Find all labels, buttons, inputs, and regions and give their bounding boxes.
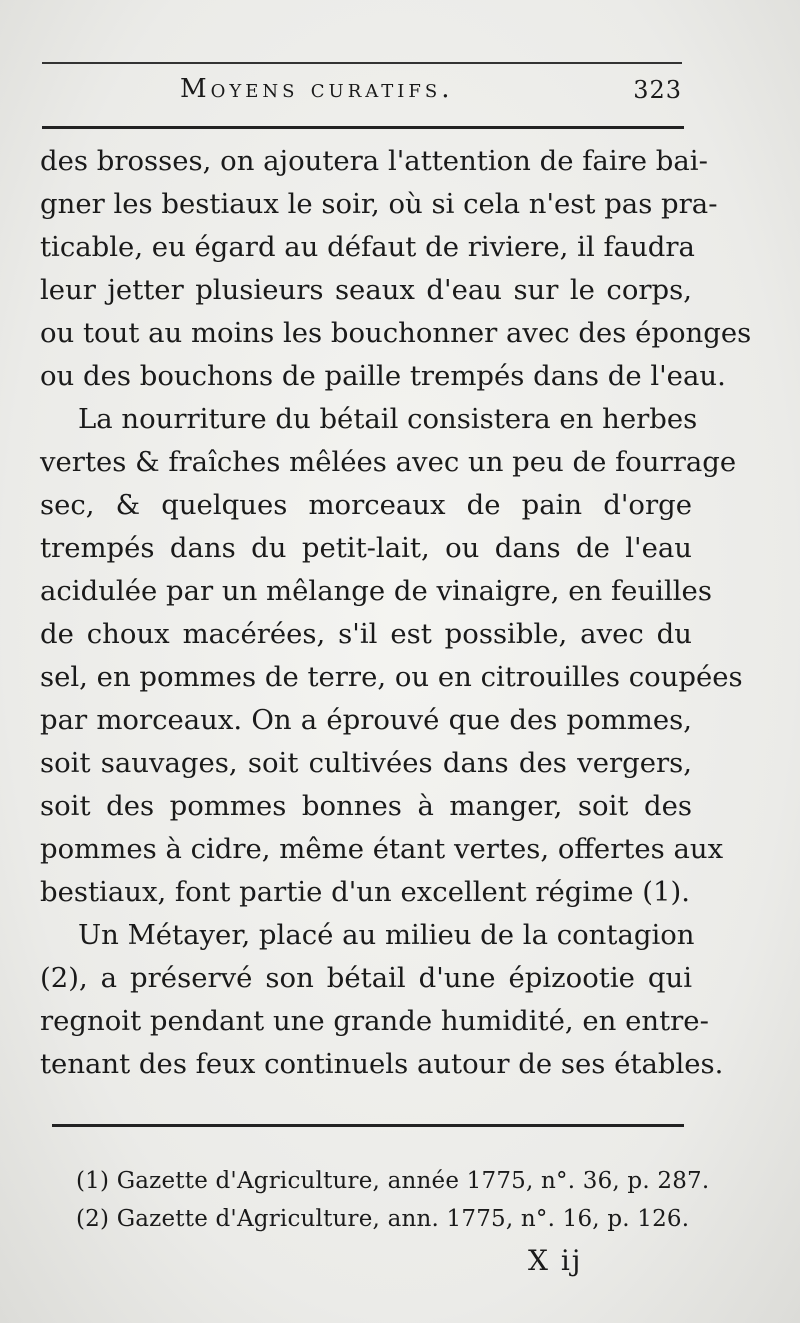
running-header (40, 74, 682, 114)
header-top-rule (42, 62, 682, 64)
text-line: bestiaux, font partie d'un excellent régime (1). (40, 876, 690, 908)
text-line: par morceaux. On a éprouvé que des pommes, (40, 704, 692, 736)
footnote-separator-rule (52, 1124, 684, 1127)
text-line: pommes à cidre, même étant vertes, offertes aux (40, 833, 724, 865)
text-line: des brosses, on ajoutera l'attention de faire bai- (40, 145, 708, 177)
text-line: acidulée par un mêlange de vinaigre, en feuilles (40, 575, 712, 607)
text-line: sel, en pommes de terre, ou en citrouilles coupées (40, 661, 743, 693)
text-line: La nourriture du bétail consistera en herbes (78, 403, 698, 435)
text-line: tenant des feux continuels autour de ses étables. (40, 1048, 724, 1080)
text-line: (2), a préservé son bétail d'une épizootie qui (40, 962, 692, 994)
text-line: ou tout au moins les bouchonner avec des éponges (40, 317, 752, 349)
text-line: regnoit pendant une grande humidité, en entre- (40, 1005, 709, 1037)
text-line: sec, & quelques morceaux de pain d'orge (40, 489, 692, 521)
footnotes (76, 1162, 710, 1238)
printer-signature-mark: X ij (528, 1244, 583, 1277)
text-line: soit des pommes bonnes à manger, soit des (40, 790, 692, 822)
footnote-1: (1) Gazette d'Agriculture, année 1775, n°. 36, p. 287. (76, 1168, 710, 1194)
text-line: vertes & fraîches mêlées avec un peu de fourrage (40, 446, 737, 478)
text-line: leur jetter plusieurs seaux d'eau sur le corps, (40, 274, 692, 306)
footnote-2: (2) Gazette d'Agriculture, ann. 1775, n°. 16, p. 126. (76, 1206, 690, 1232)
header-bottom-rule (42, 126, 684, 129)
text-line: soit sauvages, soit cultivées dans des vergers, (40, 747, 692, 779)
text-line: ticable, eu égard au défaut de riviere, il faudra (40, 231, 695, 263)
running-title: Moyens curatifs. (180, 74, 454, 104)
body-text (40, 140, 752, 1086)
text-line: de choux macérées, s'il est possible, avec du (40, 618, 692, 650)
text-line: trempés dans du petit-lait, ou dans de l'eau (40, 532, 692, 564)
text-line: Un Métayer, placé au milieu de la contagion (78, 919, 695, 951)
page-number: 323 (633, 76, 682, 104)
text-line: gner les bestiaux le soir, où si cela n'est pas pra- (40, 188, 718, 220)
text-line: ou des bouchons de paille trempés dans de l'eau. (40, 360, 726, 392)
